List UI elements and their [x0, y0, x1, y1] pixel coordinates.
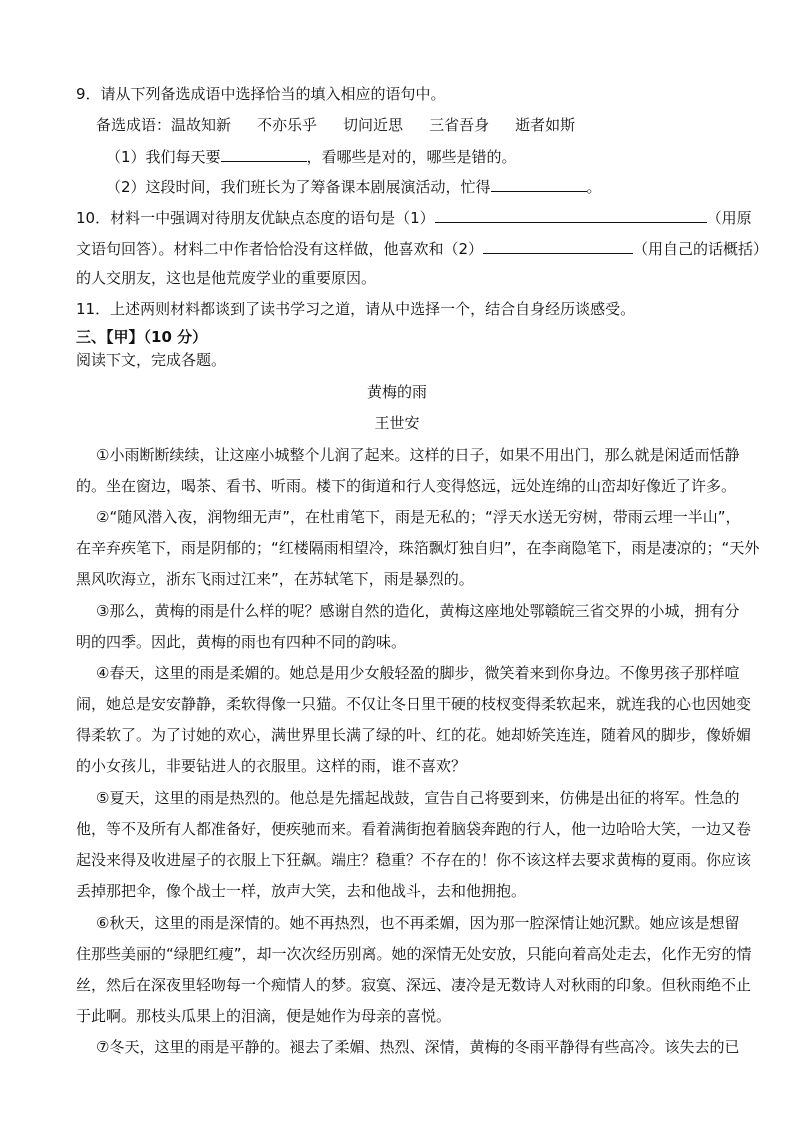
item-text: 10．材料一中强调对待朋友优缺点态度的语句是（1） — [76, 209, 435, 227]
paragraph-4-line: 闹，她总是安安静静，柔软得像一只猫。不仅让冬日里干硬的枝杈变得柔软起来，就连我的心也因她变 — [76, 695, 752, 713]
item-text: 。 — [586, 178, 602, 196]
article-title: 黄梅的雨 — [366, 383, 427, 401]
paragraph-5-line: 起没来得及收进屋子的衣服上下狂飙。端庄？稳重？不存在的！你不该这样去要求黄梅的夏雨。你应该 — [76, 851, 752, 869]
idiom-option: 不亦乐乎 — [257, 116, 318, 134]
idiom-options-label: 备选成语： — [96, 116, 172, 134]
paragraph-5-line: ⑤夏天，这里的雨是热烈的。他总是先擂起战鼓，宣告自己将要到来，仿佛是出征的将军。性急的 — [96, 789, 740, 807]
question-11: 11．上述两则材料都谈到了读书学习之道，请从中选择一个，结合自身经历谈感受。 — [76, 300, 636, 318]
paragraph-3-line: ③那么，黄梅的雨是什么样的呢？感谢自然的造化，黄梅这座地处鄂赣皖三省交界的小城，拥有分 — [96, 602, 740, 620]
paragraph-7-line: ⑦冬天，这里的雨是平静的。褪去了柔媚、热烈、深情，黄梅的冬雨平静得有些高冷。该失去的已 — [96, 1038, 740, 1056]
paragraph-1-line: ①小雨断断续续，让这座小城整个儿润了起来。这样的日子，如果不用出门，那么就是闲适而恬静 — [96, 446, 740, 464]
idiom-option: 切问近思 — [343, 116, 404, 134]
paragraph-6-line: 丝，然后在深夜里轻吻每一个痴情人的梦。寂寞、深远、凄冷是无数诗人对秋雨的印象。但秋雨绝不止 — [76, 976, 752, 994]
paragraph-3-line: 明的四季。因此，黄梅的雨也有四种不同的韵味。 — [76, 633, 407, 651]
answer-blank[interactable] — [491, 175, 587, 192]
article-author: 王世安 — [374, 414, 420, 432]
question-9-item-1 — [106, 145, 517, 167]
answer-blank[interactable] — [221, 145, 307, 162]
item-text: （1）我们每天要 — [106, 148, 221, 166]
paragraph-5-line: 丢掉那把伞，像个战士一样，放声大笑，去和他战斗，去和他拥抱。 — [76, 882, 527, 900]
answer-blank[interactable] — [435, 206, 707, 223]
question-10-line-2 — [76, 237, 768, 259]
question-9-stem: 9．请从下列备选成语中选择恰当的填入相应的语句中。 — [76, 85, 446, 103]
idiom-option: 三省吾身 — [429, 116, 490, 134]
question-10-line-3: 的人交朋友，这也是他荒废学业的重要原因。 — [76, 269, 377, 287]
idiom-option: 温故知新 — [171, 116, 232, 134]
section-3-heading: 三、【甲】（10 分） — [76, 328, 208, 346]
answer-blank[interactable] — [483, 237, 633, 254]
idiom-options-row — [96, 115, 575, 135]
paragraph-5-line: 他，等不及所有人都准备好，便疾驰而来。看着满街抱着脑袋奔跑的行人，他一边哈哈大笑，一边又卷 — [76, 820, 752, 838]
paragraph-1-line: 的。坐在窗边，喝茶、看书、听雨。楼下的街道和行人变得悠远，远处连绵的山峦却好像近了许多。 — [76, 477, 737, 495]
paragraph-6-line: 于此啊。那枝头瓜果上的泪滴，便是她作为母亲的喜悦。 — [76, 1007, 452, 1025]
paragraph-6-line: ⑥秋天，这里的雨是深情的。她不再热烈，也不再柔媚，因为那一腔深情让她沉默。她应该是想留 — [96, 914, 740, 932]
paragraph-6-line: 住那些美丽的“绿肥红瘦”，却一次次经历别离。她的深情无处安放，只能向着高处走去，化作无穷的情 — [76, 945, 752, 963]
paragraph-2-line: ②“随风潜入夜，润物细无声”，在杜甫笔下，雨是无私的；“浮天水送无穷树，带雨云埋一半山”， — [96, 508, 741, 526]
paragraph-4-line: ④春天，这里的雨是柔媚的。她总是用少女般轻盈的脚步，微笑着来到你身边。不像男孩子那样喧 — [96, 664, 740, 682]
paragraph-2-line: 在辛弃疾笔下，雨是阴郁的；“红楼隔雨相望冷，珠箔飘灯独自归”，在李商隐笔下，雨是凄凉的；“天外 — [76, 539, 760, 557]
item-text: 文语句回答）。材料二中作者恰恰没有这样做，他喜欢和（2） — [76, 240, 484, 258]
item-text: ，看哪些是对的，哪些是错的。 — [306, 148, 517, 166]
question-10-line-1 — [76, 206, 752, 228]
paragraph-2-line: 黑风吹海立，浙东飞雨过江来”，在苏轼笔下，雨是暴烈的。 — [76, 570, 474, 588]
item-text: （用自己的话概括） — [633, 240, 769, 258]
item-text: （用原 — [706, 209, 752, 227]
paragraph-4-line: 的小女孩儿，非要钻进人的衣服里。这样的雨，谁不喜欢？ — [76, 757, 467, 775]
question-9-item-2 — [106, 175, 602, 197]
item-text: （2）这段时间，我们班长为了筹备课本剧展演活动，忙得 — [106, 178, 491, 196]
paragraph-4-line: 得柔软了。为了讨她的欢心，满世界里长满了绿的叶、红的花。她却娇笑连连，随着风的脚步，像娇媚 — [76, 726, 752, 744]
idiom-option: 逝者如斯 — [515, 116, 576, 134]
section-3-instruction: 阅读下文，完成各题。 — [76, 351, 227, 369]
